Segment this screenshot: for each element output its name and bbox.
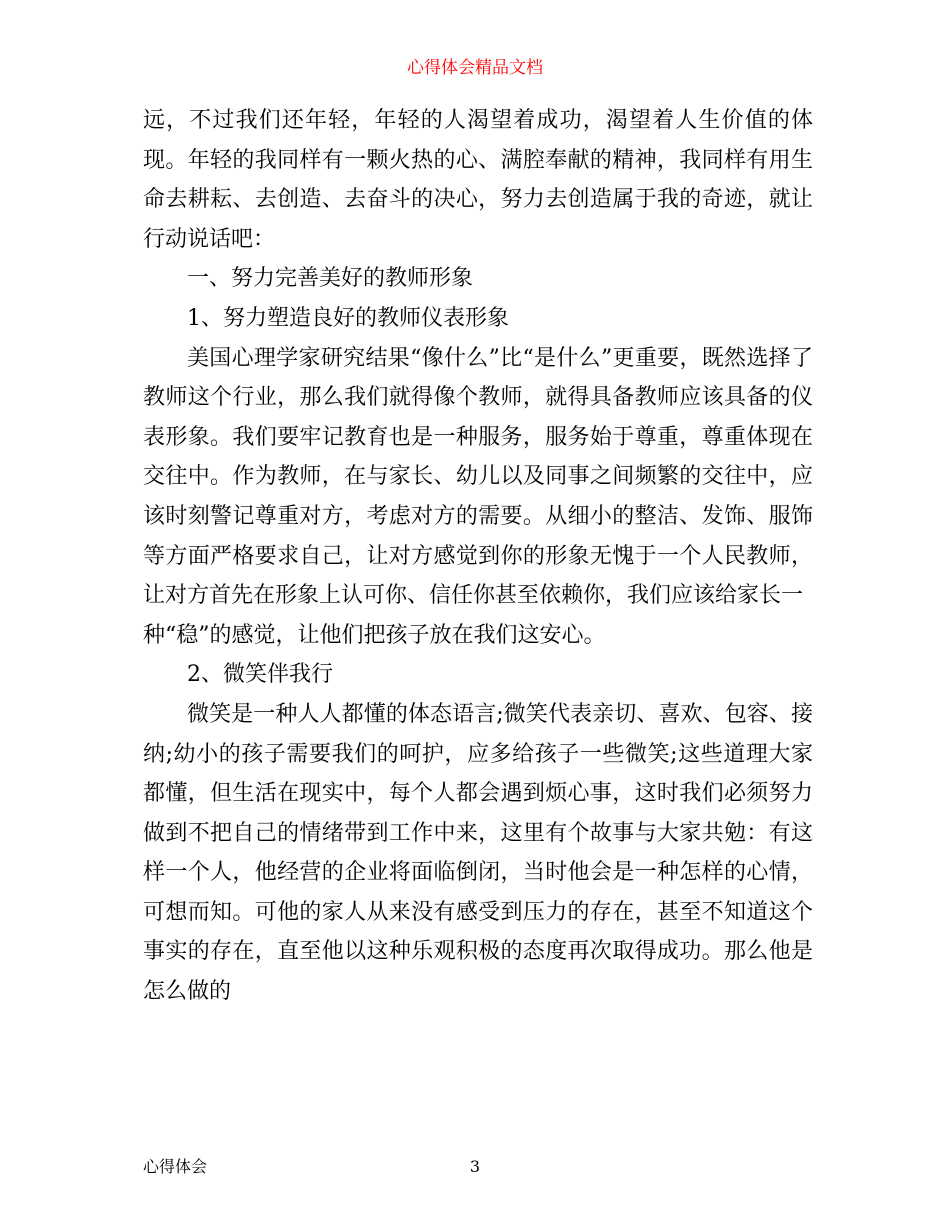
section-heading: 一、努力完善美好的教师形象 [187, 266, 474, 292]
paragraph-smile: 微笑是一种人人都懂的体态语言;微笑代表亲切、喜欢、包容、接纳;幼小的孩子需要我们的呵护，应多给孩子一些微笑;这些道理大家都懂，但生活在现实中，每个人都会遇到烦心事，这时我们必须努力做到不把自己的情绪带到工作中来，这里有个故事与大家共勉：有这样一个人，他经营的企业将面临倒闭，当时他会是一种怎样的心情，可想而知。可他的家人从来没有感受到压力的存在，甚至不知道这个事实的存在，直至他以这种乐观积极的态度再次取得成功。那么他是怎么做的 [143, 701, 813, 1005]
paragraph-continuation: 远，不过我们还年轻，年轻的人渴望着成功，渴望着人生价值的体现。年轻的我同样有一颗火热的心、满腔奉献的精神，我同样有用生命去耕耘、去创造、去奋斗的决心，努力去创造属于我的奇迹，就让行动说话吧： [143, 108, 813, 252]
subsection-heading: 1、努力塑造良好的教师仪表形象 [187, 305, 509, 331]
subsection-heading-smile: 2、微笑伴我行 [187, 662, 333, 688]
paragraph-teacher-image: 美国心理学家研究结果“像什么”比“是什么”更重要，既然选择了教师这个行业，那么我们就得像个教师，就得具备教师应该具备的仪表形象。我们要牢记教育也是一种服务，服务始于尊重，尊重体现在交往中。作为教师，在与家长、幼儿以及同事之间频繁的交往中，应该时刻警记尊重对方，考虑对方的需要。从细小的整洁、发饰、服饰等方面严格要求自己，让对方感觉到你的形象无愧于一个人民教师，让对方首先在形象上认可你、信任你甚至依赖你，我们应该给家长一 [143, 345, 813, 609]
page-header-title: 心得体会精品文档 [407, 58, 543, 78]
paragraph-teacher-image-end: 种“稳”的感觉，让他们把孩子放在我们这安心。 [143, 622, 606, 648]
document-body [143, 101, 813, 1012]
page-number: 3 [469, 1157, 481, 1176]
footer-label: 心得体会 [143, 1157, 208, 1176]
